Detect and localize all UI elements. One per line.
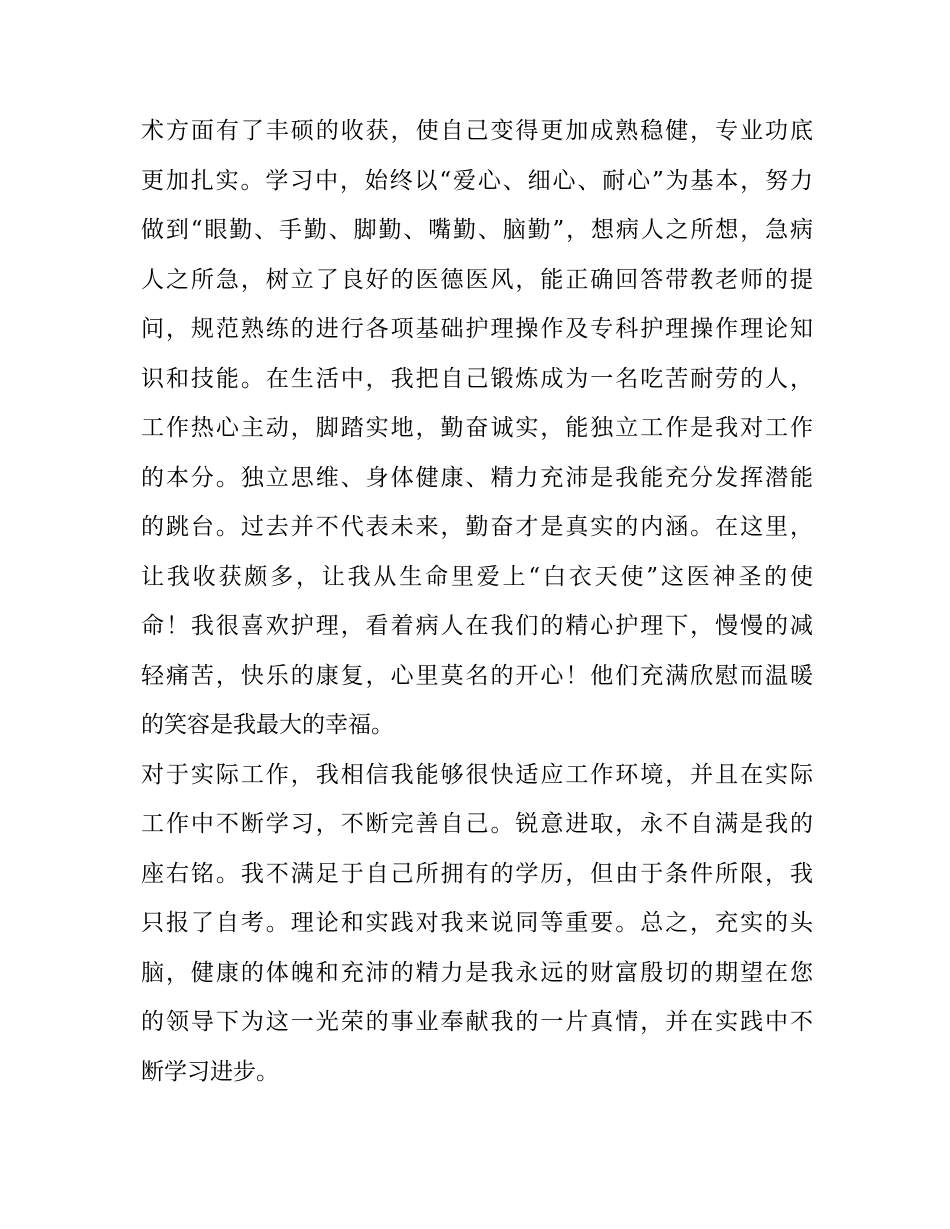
text-line: 命！我很喜欢护理，看着病人在我们的精心护理下，慢慢的减 [141, 613, 813, 639]
text-line: 让我收获颇多，让我从生命里爱上“白衣天使”这医神圣的使 [141, 563, 813, 590]
text-line: 脑，健康的体魄和充沛的精力是我永远的财富殷切的期望在您 [141, 959, 813, 986]
text-line: 对于实际工作，我相信我能够很快适应工作环境，并且在实际 [141, 761, 813, 788]
text-line: 的跳台。过去并不代表未来，勤奋才是真实的内涵。在这里， [141, 514, 813, 540]
text-line: 只报了自考。理论和实践对我来说同等重要。总之，充实的头 [141, 910, 813, 936]
text-line: 更加扎实。学习中，始终以“爱心、细心、耐心”为基本，努力 [141, 167, 813, 194]
text-line: 识和技能。在生活中，我把自己锻炼成为一名吃苦耐劳的人， [141, 365, 813, 392]
text-line: 做到“眼勤、手勤、脚勤、嘴勤、脑勤”，想病人之所想，急病 [141, 217, 813, 243]
text-line-last: 断学习进步。 [141, 1058, 279, 1085]
text-line: 座右铭。我不满足于自己所拥有的学历，但由于条件所限，我 [141, 860, 813, 887]
text-line: 的领导下为这一光荣的事业奉献我的一片真情，并在实践中不 [141, 1009, 813, 1035]
text-line: 问，规范熟练的进行各项基础护理操作及专科护理操作理论知 [141, 316, 813, 342]
text-line: 工作中不断学习，不断完善自己。锐意进取，永不自满是我的 [141, 811, 813, 837]
text-line: 人之所急，树立了良好的医德医风，能正确回答带教老师的提 [141, 266, 813, 293]
text-line: 术方面有了丰硕的收获，使自己变得更加成熟稳健，专业功底 [141, 118, 813, 144]
paragraph-2 [141, 751, 813, 1098]
text-line: 的本分。独立思维、身体健康、精力充沛是我能充分发挥潜能 [141, 464, 813, 491]
paragraph-1 [141, 107, 813, 751]
document-body [141, 107, 813, 1097]
text-line-last: 的笑容是我最大的幸福。 [141, 712, 394, 738]
text-line: 轻痛苦，快乐的康复，心里莫名的开心！他们充满欣慰而温暖 [141, 662, 813, 689]
text-line: 工作热心主动，脚踏实地，勤奋诚实，能独立工作是我对工作 [141, 415, 813, 441]
